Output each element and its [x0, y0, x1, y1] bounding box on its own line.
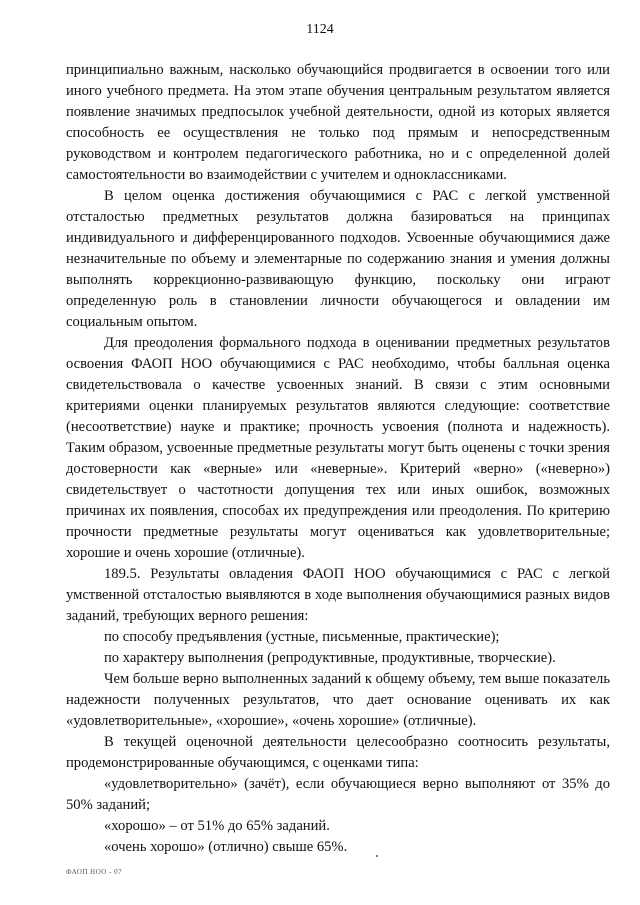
grade-satisfactory: «удовлетворительно» (зачёт), если обучающиеся верно выполняют от 35% до 50% заданий;: [66, 776, 610, 813]
document-body: [66, 60, 610, 858]
paragraph-5: Чем больше верно выполненных заданий к общему объему, тем выше показатель надежности полученных результатов, что дает основание оценивать их как «удовлетворительные», «хорошие», «очень хорошие» (отличные).: [66, 671, 610, 729]
scan-dot: [376, 855, 378, 857]
footer-label: ФАОП НОО - 07: [66, 868, 123, 876]
list-item-execution: по характеру выполнения (репродуктивные, продуктивные, творческие).: [104, 650, 556, 666]
paragraph-6: В текущей оценочной деятельности целесообразно соотносить результаты, продемонстрированные обучающимся, с оценками типа:: [66, 734, 610, 771]
grade-good: «хорошо» – от 51% до 65% заданий.: [104, 818, 330, 834]
paragraph-1: принципиально важным, насколько обучающийся продвигается в освоении того или иного учебного предмета. На этом этапе обучения центральным результатом является появление значимых предпосылок учебной деятельности, одной из которых является способность ее осуществления не только под прямым и непосредственным руководством и контролем педагогического работника, но и с определенной долей самостоятельности во взаимодействии с учителем и одноклассниками.: [66, 62, 610, 183]
list-item-presentation: по способу предъявления (устные, письменные, практические);: [104, 629, 500, 645]
paragraph-4: 189.5. Результаты овладения ФАОП НОО обучающимися с РАС с легкой умственной отсталостью выявляются в ходе выполнения обучающимися разных видов заданий, требующих верного решения:: [66, 566, 610, 624]
paragraph-2: В целом оценка достижения обучающимися с РАС с легкой умственной отсталостью предметных результатов должна базироваться на принципах индивидуального и дифференцированного подходов. Усвоенные обучающимися даже незначительные по объему и элементарные по содержанию знания и умения должны выполнять коррекционно-развивающую функцию, поскольку они играют определенную роль в становлении личности обучающегося и овладении им социальным опытом.: [66, 188, 610, 330]
page-number: 1124: [306, 22, 334, 37]
grade-very-good: «очень хорошо» (отлично) свыше 65%.: [104, 839, 348, 855]
paragraph-3: Для преодоления формального подхода в оценивании предметных результатов освоения ФАОП НОО обучающимися с РАС необходимо, чтобы балльная оценка свидетельствовала о качестве усвоенных знаний. В связи с этим основными критериями оценки планируемых результатов являются следующие: соответствие (несоответствие) науке и практике; прочность усвоения (полнота и надежность). Таким образом, усвоенные предметные результаты могут быть оценены с точки зрения достоверности как «верные» или «неверные». Критерий «верно» («неверно») свидетельствует о частотности допущения тех или иных ошибок, возможных причинах их появления, способах их предупреждения или преодоления. По критерию прочности предметные результаты могут оцениваться как удовлетворительные; хорошие и очень хорошие (отличные).: [66, 335, 610, 561]
